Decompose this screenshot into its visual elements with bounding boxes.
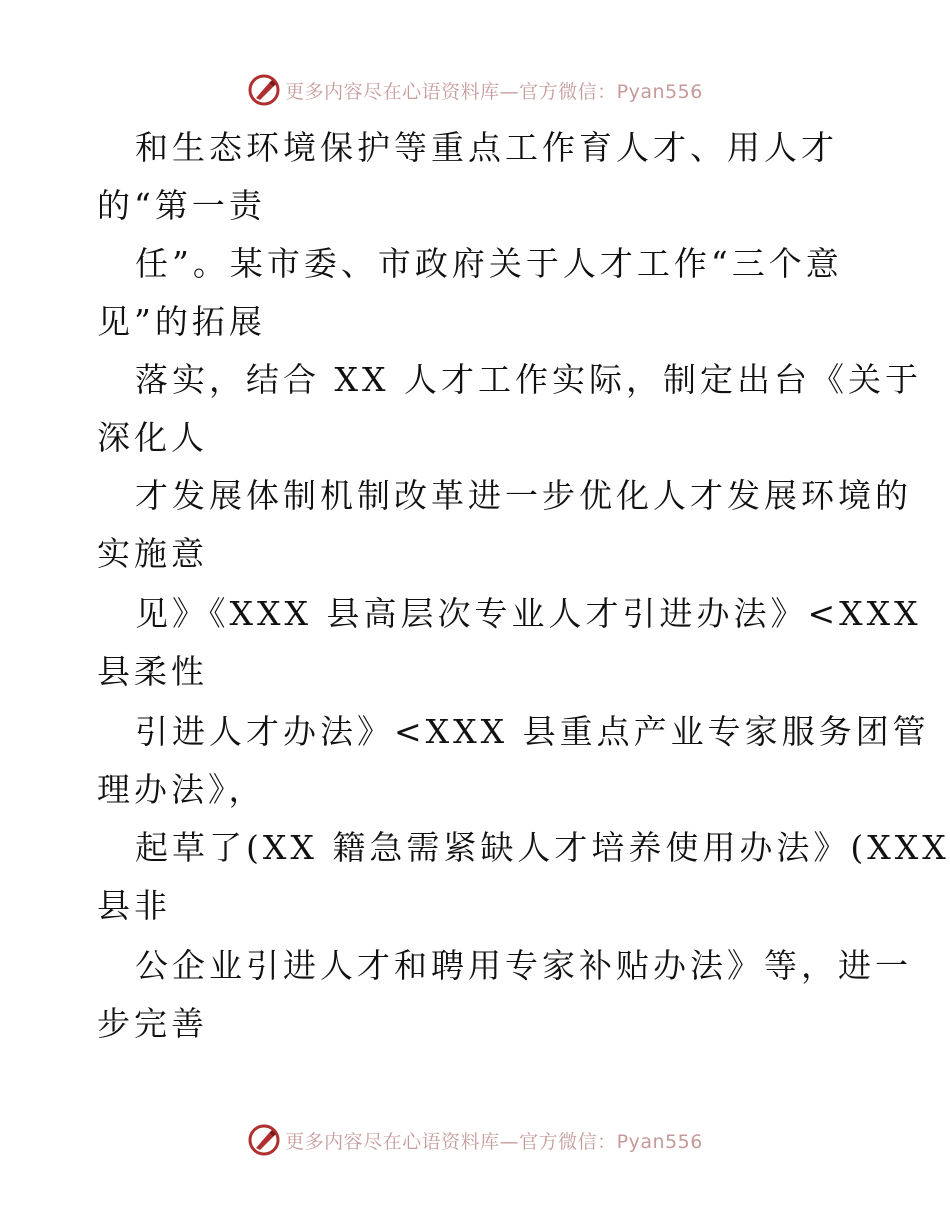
body-line-14: 县非 <box>97 886 171 925</box>
body-line-2: 的“第一责 <box>97 186 266 225</box>
body-line-11: 引进人才办法》<XXX 县重点产业专家服务团管 <box>135 712 930 751</box>
body-line-7: 才发展体制机制改革进一步优化人才发展环境的 <box>135 476 912 515</box>
body-line-10: 县柔性 <box>97 652 208 691</box>
pen-nib-logo-icon <box>247 1123 281 1157</box>
body-line-4: 见”的拓展 <box>97 302 266 341</box>
body-line-5: 落实，结合 XX 人才工作实际，制定出台《关于 <box>135 360 922 399</box>
body-line-13: 起草了(XX 籍急需紧缺人才培养使用办法》(XXX <box>135 828 950 867</box>
body-line-12: 理办法》， <box>97 770 266 809</box>
body-line-15: 公企业引进人才和聘用专家补贴办法》等，进一 <box>135 946 912 985</box>
footer-banner-text: 更多内容尽在心语资料库—官方微信：Pyan556 <box>285 1130 703 1153</box>
body-line-16: 步完善 <box>97 1004 208 1043</box>
footer-banner <box>0 1120 950 1160</box>
body-line-8: 实施意 <box>97 534 208 573</box>
body-line-9: 见》《XXX 县高层次专业人才引进办法》<XXX <box>135 594 922 633</box>
header-banner-text: 更多内容尽在心语资料库—官方微信：Pyan556 <box>285 80 703 103</box>
body-line-3: 任”。某市委、市政府关于人才工作“三个意 <box>135 244 843 283</box>
body-line-6: 深化人 <box>97 418 208 457</box>
body-line-1: 和生态环境保护等重点工作育人才、用人才 <box>135 128 838 167</box>
